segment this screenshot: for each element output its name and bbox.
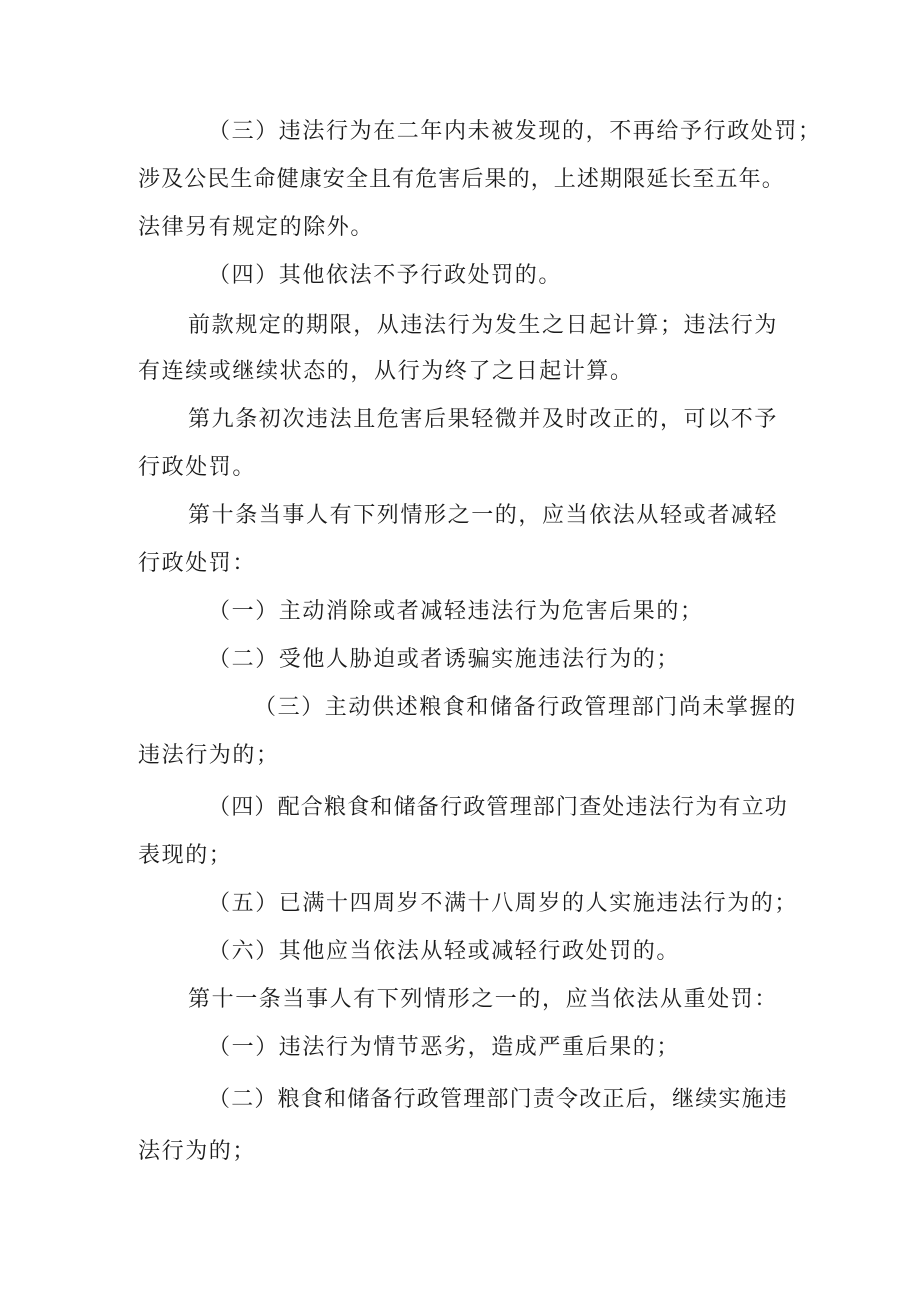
text-line: 第十一条当事人有下列情形之一的，应当依法从重处罚：: [188, 987, 779, 1012]
text-line: 涉及公民生命健康安全且有危害后果的，上述期限延长至五年。: [138, 167, 785, 192]
text-line: （六）其他应当依法从轻或减轻行政处罚的。: [208, 939, 681, 964]
text-line: （一）违法行为情节恶劣，造成严重后果的；: [208, 1035, 681, 1060]
text-line: 有连续或继续状态的，从行为终了之日起计算。: [138, 359, 634, 384]
text-line: （三）主动供述粮食和储备行政管理部门尚未掌握的: [254, 695, 797, 720]
text-line: 第十条当事人有下列情形之一的，应当依法从轻或者减轻: [188, 503, 779, 528]
text-line: （五）已满十四周岁不满十八周岁的人实施违法行为的；: [208, 891, 799, 916]
text-line: 行政处罚。: [138, 455, 257, 480]
text-line: （三）违法行为在二年内未被发现的，不再给予行政处罚；: [208, 119, 822, 144]
text-line: （一）主动消除或者减轻违法行为危害后果的；: [208, 599, 704, 624]
text-line: 表现的；: [138, 843, 233, 868]
text-line: （四）其他依法不予行政处罚的。: [208, 263, 563, 288]
text-line: 法律另有规定的除外。: [138, 215, 375, 240]
text-line: 前款规定的期限，从违法行为发生之日起计算；违法行为: [188, 313, 779, 338]
text-line: （四）配合粮食和储备行政管理部门查处违法行为有立功: [208, 795, 789, 820]
text-line: （二）受他人胁迫或者诱骗实施违法行为的；: [208, 647, 681, 672]
text-line: 违法行为的；: [138, 743, 280, 768]
text-line: （二）粮食和储备行政管理部门责令改正后，继续实施违: [208, 1087, 789, 1112]
text-line: 法行为的；: [138, 1139, 257, 1164]
text-line: 第九条初次违法且危害后果轻微并及时改正的，可以不予: [188, 407, 779, 432]
text-line: 行政处罚：: [138, 551, 257, 576]
